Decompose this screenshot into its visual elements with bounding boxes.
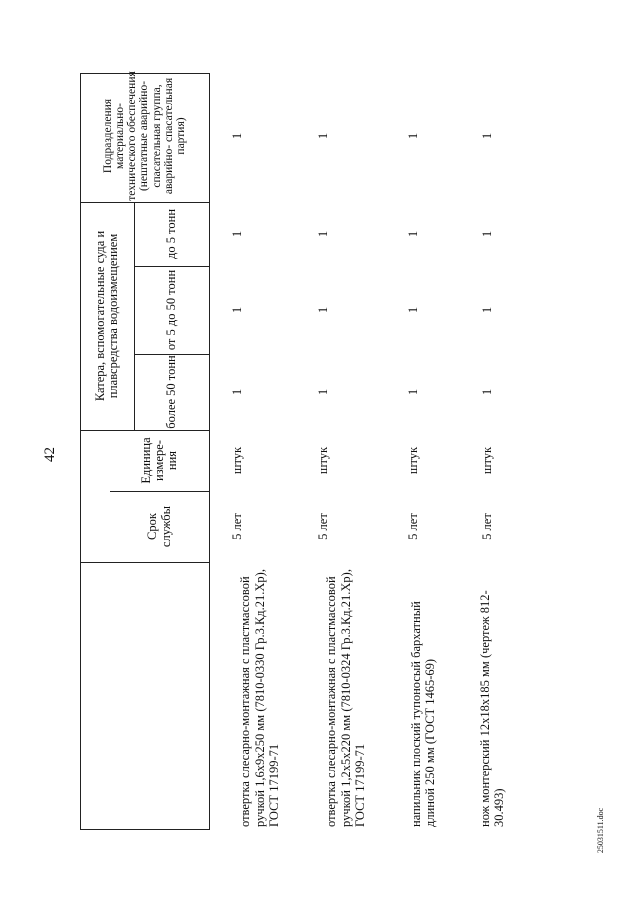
row1-5-to-50: 1 (229, 306, 244, 314)
row2-5-to-50: 1 (315, 306, 330, 314)
row4-name: нож монтерский 12х18х185 мм (чертеж 812-30.493) (477, 590, 506, 827)
footer-filename-text: 25031511.doc (596, 807, 606, 853)
row2-name: отвертка слесарно-монтажная с пластмассовой ручкой 1,2х5х220 мм (7810-0324 Гр.3.Кд.21.Хр), ГОСТ 17199-71 (324, 569, 368, 827)
row3-5-to-50: 1 (405, 306, 420, 314)
row3-service-life: 5 лет (405, 513, 420, 540)
row1-over-50: 1 (229, 388, 244, 396)
row2-logistics: 1 (315, 132, 330, 140)
row1-unit: штук (229, 446, 244, 475)
row1-service-life: 5 лет (229, 513, 244, 540)
row3-name: напильник плоский тупоносый бархатный длиной 250 мм (ГОСТ 1465-69) (408, 601, 437, 827)
header-item (80, 562, 209, 829)
table-end-rule (80, 829, 210, 830)
row1-name: отвертка слесарно-монтажная с пластмассовой ручкой 1,6х9х250 мм (7810-0330 Гр.3.Кд.21.Хр), ГОСТ 17199-71 (238, 569, 282, 827)
header-vessels-group: Катера, вспомогательные суда и плавсредства водоизмещением (92, 230, 120, 402)
row2-up-to-5: 1 (315, 230, 330, 238)
row3-unit: штук (405, 446, 420, 475)
row1-up-to-5: 1 (229, 230, 244, 238)
row4-5-to-50: 1 (479, 306, 494, 314)
footer-filename (591, 770, 611, 890)
row2-over-50: 1 (315, 388, 330, 396)
row4-over-50: 1 (479, 388, 494, 396)
row3-logistics: 1 (405, 132, 420, 140)
row4-logistics: 1 (479, 132, 494, 140)
header-logistics: Подразделения материально- технического обеспечения (нештатные аварийно- спасательная группа, аварийно- спасательная партия) (102, 71, 187, 201)
row4-service-life: 5 лет (479, 513, 494, 540)
header-service-life: Срок службы (145, 505, 173, 548)
header-bottom-rule (209, 73, 210, 830)
row4-up-to-5: 1 (479, 230, 494, 238)
row1-logistics: 1 (229, 132, 244, 140)
page-number-text: 42 (41, 446, 58, 462)
row4-unit: штук (479, 446, 494, 475)
row2-unit: штук (315, 446, 330, 475)
row2-service-life: 5 лет (315, 513, 330, 540)
header-unit: Единица измере- ния (138, 437, 180, 484)
row3-over-50: 1 (405, 388, 420, 396)
header-up-to-5: до 5 тонн (163, 208, 178, 260)
row3-up-to-5: 1 (405, 230, 420, 238)
header-5-to-50: от 5 до 50 тонн (163, 269, 178, 351)
header-over-50: более 50 тонн (163, 355, 178, 429)
